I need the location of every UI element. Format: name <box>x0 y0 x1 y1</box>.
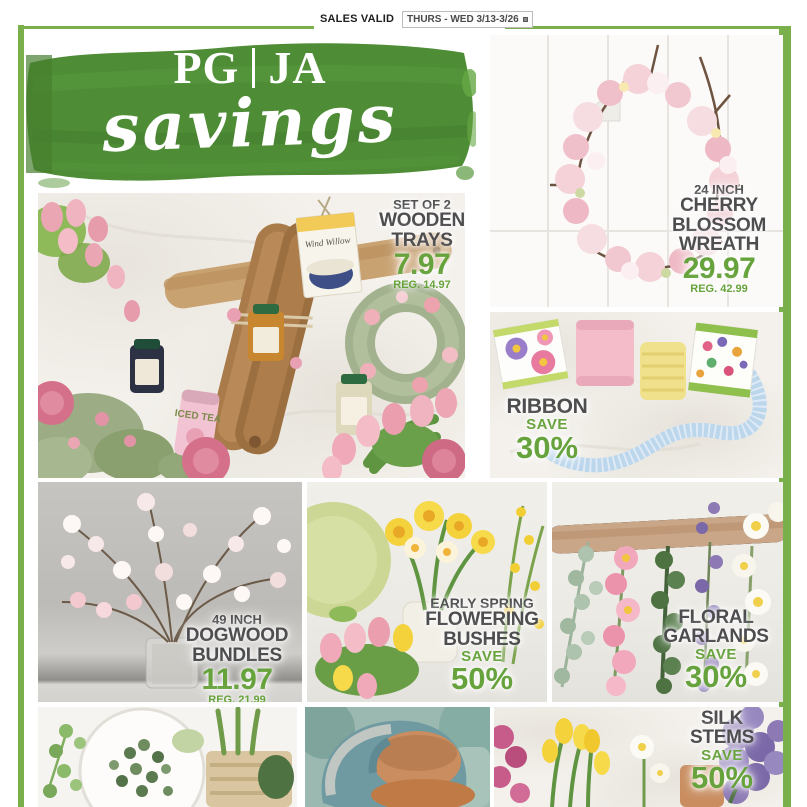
product-name-line: STEMS <box>690 727 754 749</box>
save-percent: 30% <box>684 659 748 695</box>
date-range-text: THURS - WED 3/13-3/26 <box>407 14 519 25</box>
product-name-line: BLOSSOM <box>672 214 766 236</box>
butterfly-accent <box>329 606 357 622</box>
product-name-line: RIBBON <box>506 395 588 418</box>
product-panel-silk-stems <box>494 707 783 807</box>
save-percent: 50% <box>690 760 754 796</box>
yellow-tulip-stems <box>542 718 610 807</box>
mini-wreath <box>360 291 458 393</box>
pink-ribbon-spool <box>576 320 634 386</box>
sales-valid-label: SALES VALID <box>320 13 395 25</box>
brand-left: PG <box>173 42 240 93</box>
savings-script-word: savings <box>100 78 400 168</box>
save-label: SAVE <box>701 746 743 764</box>
dogwood-blossoms <box>61 493 291 618</box>
product-kicker: 24 INCH <box>694 182 744 197</box>
svg-text:ICED TEA: ICED TEA <box>174 408 222 426</box>
date-range-box <box>402 11 533 28</box>
product-name-line: BUNDLES <box>192 644 282 666</box>
pink-tulip-bundle <box>315 617 419 699</box>
pink-blossom-garland <box>603 546 640 696</box>
dogwood-offer <box>174 613 300 702</box>
mix-box <box>294 194 362 298</box>
product-panel-ribbon <box>490 312 783 478</box>
product-name-line: FLORAL <box>678 607 754 628</box>
yellow-ribbon-spool <box>640 342 686 400</box>
product-panel-wooden-trays <box>38 193 465 478</box>
header-rule-right <box>505 26 779 29</box>
product-panel-greenery <box>38 707 297 807</box>
product-panel-dogwood <box>38 482 302 702</box>
product-name-line: WOODEN <box>379 210 465 232</box>
save-percent: 50% <box>450 661 514 697</box>
product-name-line: WREATH <box>678 234 760 255</box>
eucalyptus-garland <box>554 542 603 687</box>
product-kicker: SET OF 2 <box>393 197 451 212</box>
floral-garlands-offer <box>652 607 780 695</box>
sale-price: 7.97 <box>393 248 451 281</box>
product-panel-flowering-bushes <box>307 482 547 702</box>
save-label: SAVE <box>461 648 503 666</box>
save-label: SAVE <box>526 416 568 434</box>
flowering-bushes-offer <box>419 595 545 697</box>
brand-logo-block <box>24 33 476 191</box>
brand-right: JA <box>268 42 327 93</box>
cherry-wreath-offer <box>658 183 780 296</box>
pots-photo <box>305 707 490 807</box>
save-label: SAVE <box>695 645 737 663</box>
product-name-line: SILK <box>700 708 744 729</box>
product-name-line: TRAYS <box>391 229 453 251</box>
calendar-icon <box>523 17 528 22</box>
daffodil-bouquet <box>385 501 495 610</box>
product-kicker: EARLY SPRING <box>430 595 534 611</box>
daisy-ribbon-spool <box>493 319 568 390</box>
silk-stems-offer <box>664 708 780 796</box>
wooden-trays-offer <box>376 198 465 291</box>
product-name-line: GARLANDS <box>663 626 769 648</box>
greenery-photo <box>38 707 297 807</box>
product-kicker: 49 INCH <box>212 612 262 627</box>
sale-price: 29.97 <box>682 252 756 286</box>
save-percent: 30% <box>515 429 579 465</box>
ribbon-offer <box>492 395 602 465</box>
product-name-line: FLOWERING <box>425 609 539 631</box>
header-rule-left <box>24 26 314 29</box>
product-panel-floral-garlands <box>552 482 783 702</box>
floral-ribbon-spool <box>688 323 758 398</box>
product-name-line: BUSHES <box>443 628 521 650</box>
regular-price: REG. 21.99 <box>208 694 266 702</box>
svg-text:Wind Willow: Wind Willow <box>304 234 351 250</box>
product-panel-cherry-wreath <box>490 35 783 307</box>
product-name-line: CHERRY <box>680 195 758 217</box>
regular-price: REG. 42.99 <box>690 283 748 296</box>
product-panel-pots <box>305 707 490 807</box>
product-name-line: DOGWOOD <box>185 625 289 647</box>
regular-price: REG. 14.97 <box>393 279 451 291</box>
sale-price: 11.97 <box>201 663 273 696</box>
magenta-stems <box>494 725 530 803</box>
